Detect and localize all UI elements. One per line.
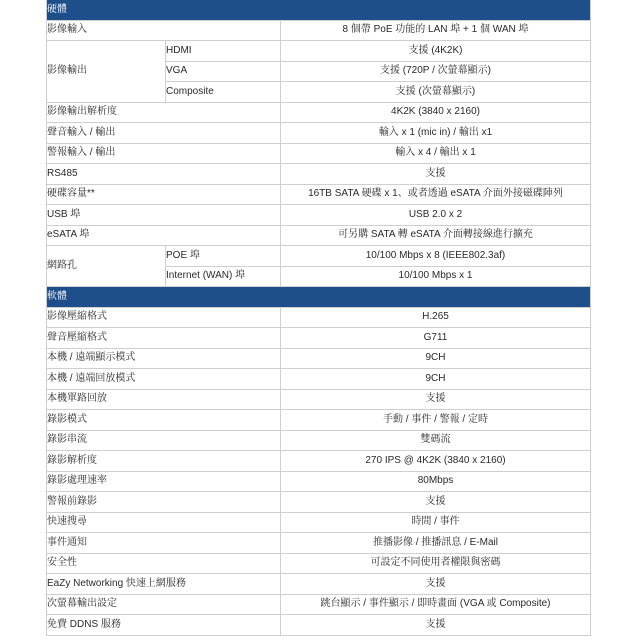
spec-label: 錄影處理速率 bbox=[47, 471, 281, 492]
spec-row bbox=[47, 123, 591, 144]
spec-value: 跳台顯示 / 事件顯示 / 即時畫面 (VGA 或 Composite) bbox=[281, 594, 591, 615]
spec-sublabel: VGA bbox=[166, 61, 281, 82]
spec-value: 支援 bbox=[281, 615, 591, 636]
spec-label: 本機 / 遠端回放模式 bbox=[47, 369, 281, 390]
spec-label: 次螢幕輸出設定 bbox=[47, 594, 281, 615]
spec-row bbox=[47, 430, 591, 451]
spec-row bbox=[47, 225, 591, 246]
spec-label: 本機 / 遠端顯示模式 bbox=[47, 348, 281, 369]
spec-label: 警報輸入 / 輸出 bbox=[47, 143, 281, 164]
spec-value: 支援 bbox=[281, 389, 591, 410]
section-header-hardware bbox=[47, 0, 591, 20]
spec-label: 錄影解析度 bbox=[47, 451, 281, 472]
spec-row bbox=[47, 348, 591, 369]
spec-value: 8 個帶 PoE 功能的 LAN 埠 + 1 個 WAN 埠 bbox=[281, 20, 591, 41]
spec-value: G711 bbox=[281, 328, 591, 349]
section-title: 軟體 bbox=[47, 287, 591, 308]
spec-row bbox=[47, 451, 591, 472]
spec-row bbox=[47, 41, 591, 62]
spec-label: 安全性 bbox=[47, 553, 281, 574]
spec-row bbox=[47, 184, 591, 205]
spec-sublabel: Internet (WAN) 埠 bbox=[166, 266, 281, 287]
spec-value: 支援 (次螢幕顯示) bbox=[281, 82, 591, 103]
spec-label: 錄影串流 bbox=[47, 430, 281, 451]
spec-value: 10/100 Mbps x 1 bbox=[281, 266, 591, 287]
spec-row bbox=[47, 492, 591, 513]
section-header-software bbox=[47, 287, 591, 308]
spec-value: H.265 bbox=[281, 307, 591, 328]
spec-value: 支援 (4K2K) bbox=[281, 41, 591, 62]
spec-row bbox=[47, 328, 591, 349]
spec-value: 80Mbps bbox=[281, 471, 591, 492]
spec-sublabel: POE 埠 bbox=[166, 246, 281, 267]
spec-value: USB 2.0 x 2 bbox=[281, 205, 591, 226]
spec-row bbox=[47, 615, 591, 636]
spec-label: 硬碟容量** bbox=[47, 184, 281, 205]
spec-value: 270 IPS @ 4K2K (3840 x 2160) bbox=[281, 451, 591, 472]
spec-label: 影像壓縮格式 bbox=[47, 307, 281, 328]
spec-value: 支援 bbox=[281, 574, 591, 595]
spec-value: 支援 (720P / 次螢幕顯示) bbox=[281, 61, 591, 82]
spec-label: 快速搜尋 bbox=[47, 512, 281, 533]
spec-value: 4K2K (3840 x 2160) bbox=[281, 102, 591, 123]
spec-label: 本機單路回放 bbox=[47, 389, 281, 410]
spec-value: 輸入 x 4 / 輸出 x 1 bbox=[281, 143, 591, 164]
spec-table bbox=[46, 0, 591, 636]
spec-label: 聲音壓縮格式 bbox=[47, 328, 281, 349]
spec-label: USB 埠 bbox=[47, 205, 281, 226]
spec-value: 可設定不同使用者權限與密碼 bbox=[281, 553, 591, 574]
spec-row bbox=[47, 553, 591, 574]
spec-label: 影像輸入 bbox=[47, 20, 281, 41]
spec-row bbox=[47, 205, 591, 226]
spec-value: 支援 bbox=[281, 492, 591, 513]
spec-label: 事件通知 bbox=[47, 533, 281, 554]
spec-row bbox=[47, 369, 591, 390]
spec-value: 輸入 x 1 (mic in) / 輸出 x1 bbox=[281, 123, 591, 144]
spec-row bbox=[47, 389, 591, 410]
spec-sublabel: Composite bbox=[166, 82, 281, 103]
section-title: 硬體 bbox=[47, 0, 591, 20]
spec-label: EaZy Networking 快速上網服務 bbox=[47, 574, 281, 595]
spec-row bbox=[47, 143, 591, 164]
spec-row bbox=[47, 307, 591, 328]
spec-value: 手動 / 事件 / 警報 / 定時 bbox=[281, 410, 591, 431]
spec-row bbox=[47, 410, 591, 431]
spec-row bbox=[47, 533, 591, 554]
spec-row bbox=[47, 512, 591, 533]
spec-row bbox=[47, 20, 591, 41]
spec-row bbox=[47, 246, 591, 267]
spec-label: 影像輸出 bbox=[47, 41, 166, 103]
spec-label: 網路孔 bbox=[47, 246, 166, 287]
spec-value: 可另購 SATA 轉 eSATA 介面轉接線進行擴充 bbox=[281, 225, 591, 246]
spec-value: 9CH bbox=[281, 348, 591, 369]
spec-label: 聲音輸入 / 輸出 bbox=[47, 123, 281, 144]
spec-row bbox=[47, 471, 591, 492]
spec-row bbox=[47, 102, 591, 123]
spec-label: 警報前錄影 bbox=[47, 492, 281, 513]
spec-row bbox=[47, 574, 591, 595]
spec-value: 支援 bbox=[281, 164, 591, 185]
spec-value: 時間 / 事件 bbox=[281, 512, 591, 533]
spec-row bbox=[47, 594, 591, 615]
spec-value: 16TB SATA 硬碟 x 1、或者透過 eSATA 介面外接磁碟陣列 bbox=[281, 184, 591, 205]
spec-label: eSATA 埠 bbox=[47, 225, 281, 246]
spec-label: 免費 DDNS 服務 bbox=[47, 615, 281, 636]
spec-row bbox=[47, 164, 591, 185]
spec-sublabel: HDMI bbox=[166, 41, 281, 62]
spec-label: 錄影模式 bbox=[47, 410, 281, 431]
spec-value: 10/100 Mbps x 8 (IEEE802.3af) bbox=[281, 246, 591, 267]
spec-value: 雙碼流 bbox=[281, 430, 591, 451]
spec-label: 影像輸出解析度 bbox=[47, 102, 281, 123]
spec-value: 推播影像 / 推播訊息 / E-Mail bbox=[281, 533, 591, 554]
spec-label: RS485 bbox=[47, 164, 281, 185]
spec-value: 9CH bbox=[281, 369, 591, 390]
